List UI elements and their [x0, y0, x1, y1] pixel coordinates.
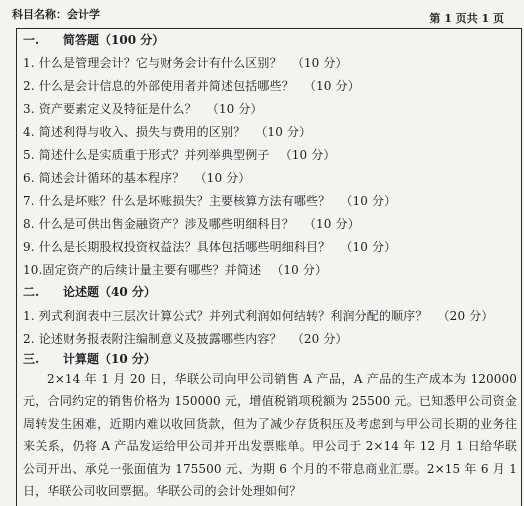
section-number: 二. [23, 285, 40, 299]
exam-frame [16, 28, 522, 506]
question-text: 2. 什么是会计信息的外部使用者并简述包括哪些？ [23, 79, 294, 93]
question-text: 3. 资产要素定义及特征是什么？ [23, 102, 197, 116]
question-score: （10 分） [340, 240, 397, 254]
question-item [23, 54, 348, 71]
question-text: 1. 列式利润表中三层次计算公式？并列式利润如何结转？利润分配的顺序？ [23, 309, 428, 323]
question-text: 9. 什么是长期股权投资权益法？具体包括哪些明细科目？ [23, 240, 331, 254]
section-number: 三. [23, 352, 40, 366]
section-title: 论述题（40 分） [63, 285, 156, 299]
question-score: （10 分） [194, 171, 251, 185]
question-text: 1. 什么是管理会计？它与财务会计有什么区别？ [23, 56, 282, 70]
section-number: 一. [23, 33, 40, 47]
question-item [23, 169, 251, 186]
section-heading-essay [23, 283, 156, 300]
question-score: （10 分） [279, 148, 336, 162]
question-text: 4. 简述利得与收入、损失与费用的区别？ [23, 125, 246, 139]
question-score: （20 分） [291, 332, 348, 346]
question-text: 10.固定资产的后续计量主要有哪些？并简述 [23, 263, 262, 277]
subject-name: 科目名称：会计学 [12, 8, 100, 21]
calculation-problem-text: 2×14 年 1 月 20 日，华联公司向甲公司销售 A 产品，A 产品的生产成本为 120000 元，合同约定的销售价格为 150000 元，增值税销项税额为 25500 元。已知悉甲公司资金周转发生困难，近期内难以收回货款，但为了减少存货积压及考虑到与甲公司长期的业务往来关系，仍将 A 产品发运给甲公司并开出发票账单。甲公司于 2×14 年 12 月 1 日给华联公司开出、承兑一张面值为 175500 元、为期 6 个月的不带息商业汇票。2×15 年 6 月 1 日，华联公司收回票据。华联公司的会计处理如何？ [23, 372, 517, 499]
question-score: （10 分） [206, 102, 263, 116]
question-item [23, 330, 348, 347]
question-text: 7. 什么是坏账？什么是坏账损失？主要核算方法有哪些？ [23, 194, 331, 208]
section-heading-calculation [23, 350, 156, 367]
page-number: 第 1 页共 1 页 [429, 12, 504, 25]
question-score: （10 分） [303, 79, 360, 93]
question-item [23, 261, 327, 278]
section-title: 简答题（100 分） [63, 33, 165, 47]
question-text: 5. 简述什么是实质重于形式？并列举典型例子 [23, 148, 270, 162]
section-heading-short-answer [23, 31, 164, 48]
question-item [23, 146, 336, 163]
question-item [23, 307, 494, 324]
question-text: 2. 论述财务报表附注编制意义及披露哪些内容？ [23, 332, 282, 346]
question-item [23, 100, 263, 117]
question-score: （10 分） [255, 125, 312, 139]
question-item [23, 238, 396, 255]
question-item [23, 123, 311, 140]
question-score: （10 分） [340, 194, 397, 208]
question-score: （10 分） [303, 217, 360, 231]
section-title: 计算题（10 分） [63, 352, 156, 366]
question-item [23, 77, 360, 94]
page-header [0, 0, 524, 30]
question-score: （10 分） [291, 56, 348, 70]
question-item [23, 192, 396, 209]
question-score: （10 分） [271, 263, 328, 277]
question-text: 8. 什么是可供出售金融资产？涉及哪些明细科目？ [23, 217, 294, 231]
question-item [23, 215, 360, 232]
question-score: （20 分） [437, 309, 494, 323]
question-text: 6. 简述会计循环的基本程序？ [23, 171, 185, 185]
